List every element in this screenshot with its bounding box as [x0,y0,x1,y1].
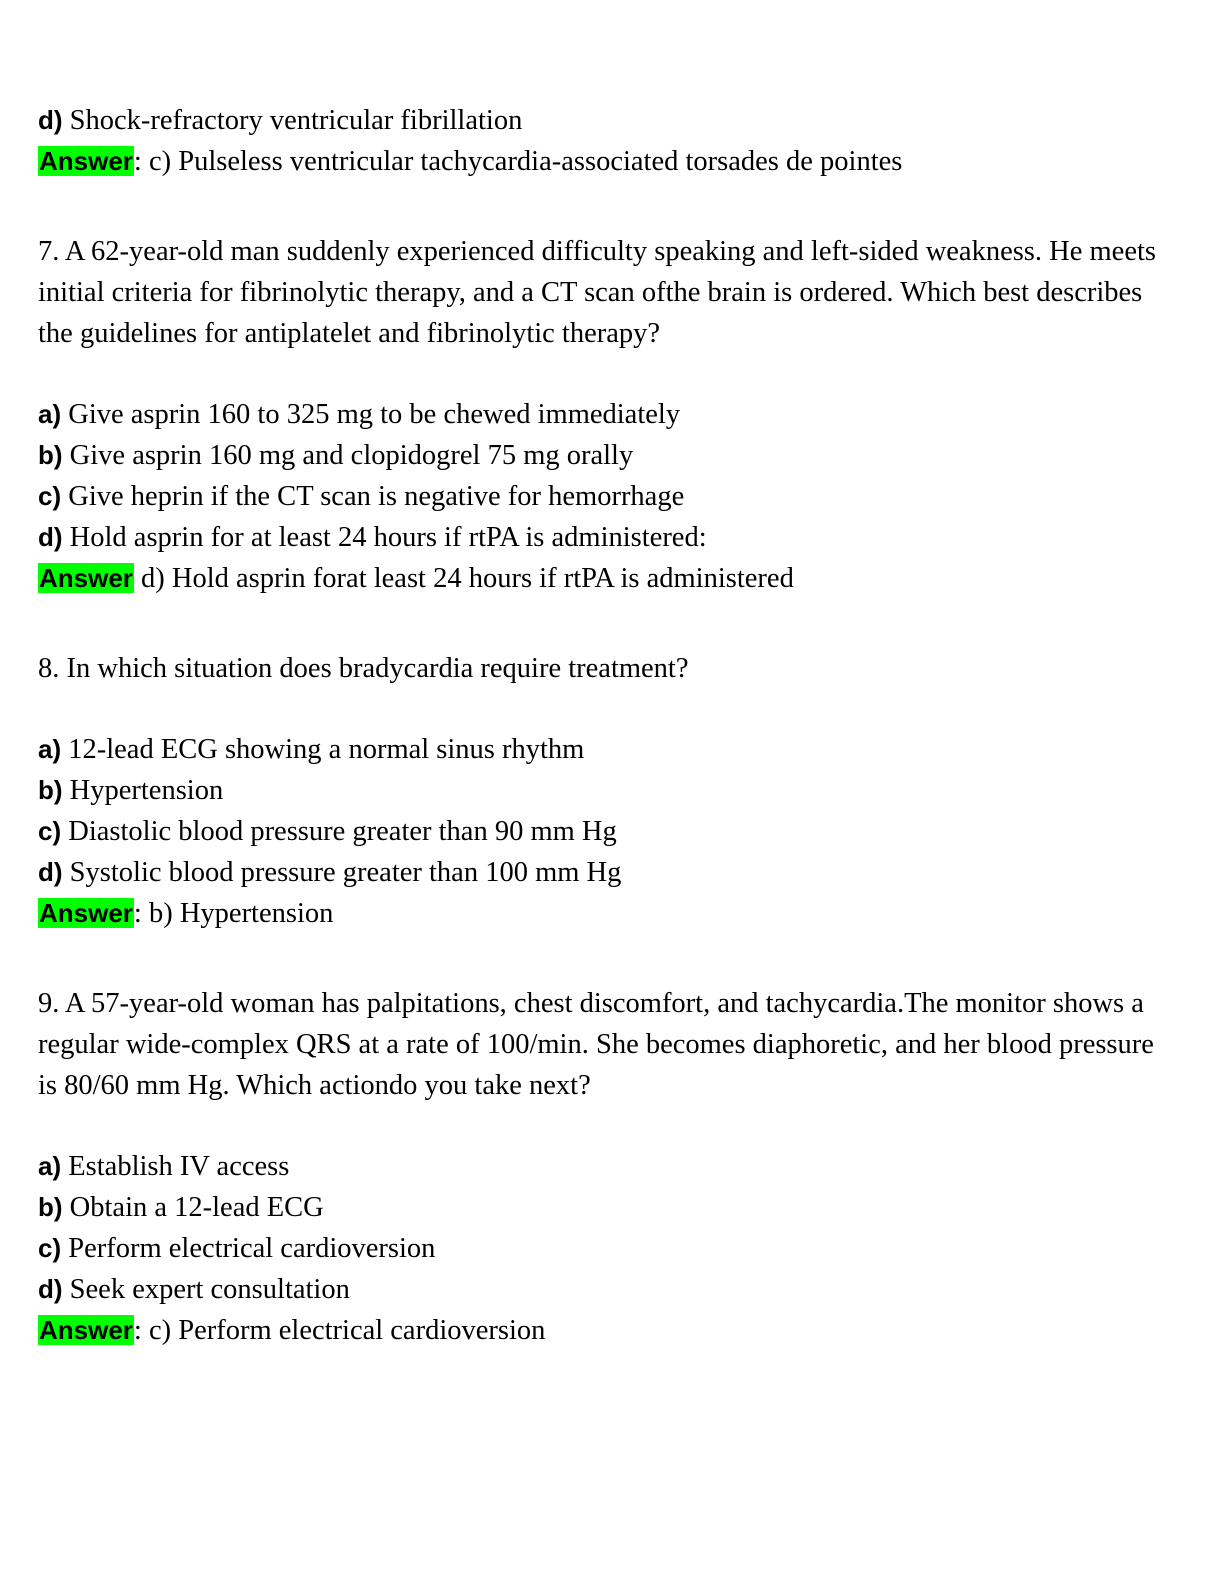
option-item [38,811,1169,852]
option-label: d) [38,522,63,552]
option-label: d) [38,105,63,135]
option-item [38,394,1169,435]
option-text: Hypertension [69,775,224,806]
option-label: a) [38,399,62,429]
option-item [38,852,1169,893]
spacer [38,1106,1169,1146]
option-text: Systolic blood pressure greater than 100 mm Hg [69,857,622,888]
answer-highlight-label: Answer [39,898,133,928]
option-item [38,729,1169,770]
option-item [38,517,1169,558]
option-item [38,1187,1169,1228]
option-text: Seek expert consultation [69,1274,350,1305]
answer-line [38,141,1169,182]
answer-text: d) Hold asprin forat least 24 hours if rtPA is administered [133,563,794,594]
answer-text: b) Hypertension [141,898,334,929]
option-item [38,1146,1169,1187]
option-text: Diastolic blood pressure greater than 90 mm Hg [68,816,617,847]
option-item [38,476,1169,517]
option-label: c) [38,1233,62,1263]
answer-line [38,558,1169,599]
option-list [38,729,1169,893]
spacer [38,689,1169,729]
option-text: Shock-refractory ventricular fibrillation [69,105,523,136]
answer-text: c) Perform electrical cardioversion [141,1315,546,1346]
option-text: Give heprin if the CT scan is negative for hemorrhage [68,481,685,512]
question-stem: 7. A 62-year-old man suddenly experienced difficulty speaking and left-sided weakness. He meets initial criteria for fibrinolytic therapy, and a CT scan ofthe brain is ordered. Which best describes the guidelines for antiplatelet and fibrinolytic therapy? [38,236,1156,349]
option-list [38,100,1169,141]
option-label: a) [38,734,62,764]
option-label: c) [38,816,62,846]
option-list [38,394,1169,558]
option-text: Obtain a 12-lead ECG [69,1192,324,1223]
question-block-q9 [38,983,1169,1351]
option-list [38,1146,1169,1310]
option-item [38,435,1169,476]
question-block-q6-tail [38,100,1169,182]
option-item [38,1228,1169,1269]
answer-highlight-label: Answer [39,1315,133,1345]
spacer [38,599,1169,648]
question-block-q8 [38,648,1169,934]
question-stem: 9. A 57-year-old woman has palpitations, chest discomfort, and tachycardia.The monitor shows a regular wide-complex QRS at a rate of 100/min. She becomes diaphoretic, and her blood pressure is 80/60 mm Hg. Which actiondo you take next? [38,988,1154,1101]
option-label: b) [38,775,63,805]
spacer [38,354,1169,394]
option-label: d) [38,1274,63,1304]
option-text: Give asprin 160 to 325 mg to be chewed immediately [68,399,681,430]
spacer [38,182,1169,231]
answer-line [38,1310,1169,1351]
question-stem: 8. In which situation does bradycardia require treatment? [38,653,689,684]
option-label: b) [38,1192,63,1222]
option-item [38,770,1169,811]
option-text: 12-lead ECG showing a normal sinus rhythm [68,734,585,765]
option-text: Perform electrical cardioversion [68,1233,436,1264]
answer-prefix: : [133,1315,142,1346]
answer-line [38,893,1169,934]
option-item [38,1269,1169,1310]
answer-prefix: : [133,898,142,929]
spacer [38,934,1169,983]
option-label: a) [38,1151,62,1181]
option-item [38,100,1169,141]
answer-highlight-label: Answer [39,563,133,593]
option-text: Give asprin 160 mg and clopidogrel 75 mg orally [69,440,634,471]
answer-prefix: : [133,146,142,177]
option-label: d) [38,857,63,887]
option-label: b) [38,440,63,470]
answer-highlight-label: Answer [39,146,133,176]
option-label: c) [38,481,62,511]
question-block-q7 [38,231,1169,599]
option-text: Establish IV access [68,1151,290,1182]
answer-text: c) Pulseless ventricular tachycardia-associated torsades de pointes [141,146,903,177]
option-text: Hold asprin for at least 24 hours if rtPA is administered: [69,522,707,553]
